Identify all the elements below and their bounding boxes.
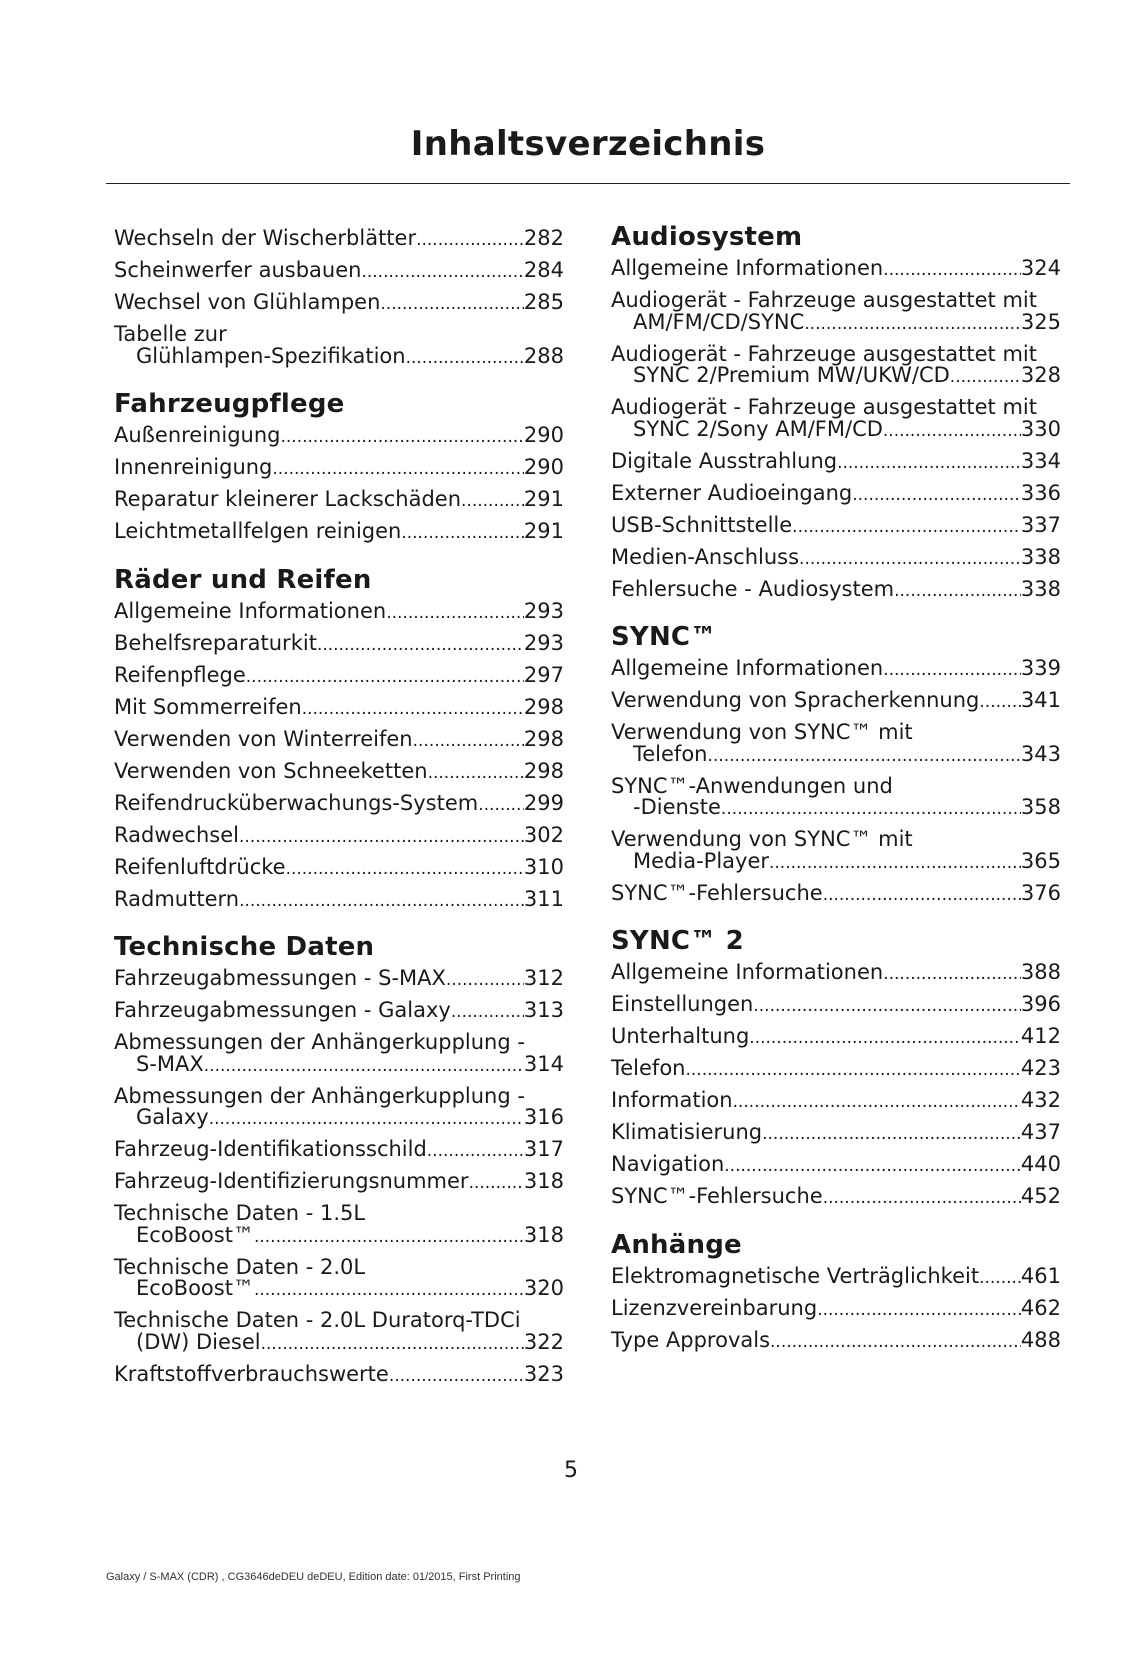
toc-entry-label: Reifendrucküberwachungs-System [114,790,479,815]
toc-entry-label: Radmuttern [114,886,240,911]
toc-entry[interactable] [611,1090,1061,1114]
toc-entry-label: Allgemeine Informationen [611,960,884,984]
toc-entry-label-continued: -Dienste [633,795,721,819]
toc-entry-label: Abmessungen der Anhängerkupplung - [114,1083,525,1108]
toc-right-column [611,220,1061,1371]
section-heading: Technische Daten [114,932,375,962]
dot-leader [883,260,1021,282]
toc-entry-page: 339 [1020,656,1061,680]
dot-leader [685,1060,1020,1082]
toc-section-sync [611,620,1061,906]
toc-entry-label: Digitale Ausstrahlung [611,448,838,473]
toc-entry-label: Abmessungen der Anhängerkupplung - [114,1030,525,1054]
toc-entry-label-continued: EcoBoost™ [136,1222,254,1247]
toc-entry-page: 341 [1020,688,1061,712]
toc-entry-page: 336 [1020,480,1061,505]
toc-entry-page: 316 [523,1105,564,1129]
dot-leader [770,1332,1021,1354]
toc-entry[interactable] [611,1058,1061,1082]
toc-entry-label-continued: Glühlampen-Spezifikation [136,343,406,368]
toc-entry-page: 437 [1020,1120,1061,1144]
toc-entry-page: 318 [523,1169,564,1193]
toc-entry-label: Elektromagnetische Verträglichkeit [611,1263,980,1288]
dot-leader [389,1366,524,1388]
toc-entry-label-continued: SYNC 2/Premium MW/UKW/CD [633,363,950,387]
toc-entry-page: 462 [1020,1295,1061,1320]
toc-entry[interactable] [611,258,1061,282]
toc-entry[interactable] [611,994,1061,1018]
dot-leader [721,799,1021,821]
toc-entry-label: Navigation [611,1152,725,1176]
toc-entry-label: USB-Schnittstelle [611,512,793,537]
toc-entry-label: Telefon [611,1056,686,1080]
toc-entry-label: Externer Audioeingang [611,480,853,505]
toc-entry[interactable] [114,1000,564,1024]
dot-leader [883,964,1021,986]
dot-leader [254,1227,524,1249]
toc-entry-page: 290 [523,423,564,447]
toc-entry[interactable] [114,228,564,252]
toc-entry-page: 322 [523,1329,564,1354]
toc-entry[interactable] [611,1327,1061,1354]
toc-entry-label: Wechseln der Wischerblätter [114,226,417,250]
dot-leader [427,1141,524,1163]
toc-entry-label: Fahrzeug-Identifikationsschild [114,1137,427,1161]
dot-leader [478,795,524,817]
dot-leader [239,827,524,849]
toc-entry-page: 298 [523,694,564,719]
toc-entry[interactable] [114,457,564,481]
toc-entry-label: Fahrzeug-Identifizierungsnummer [114,1169,469,1193]
dot-leader [386,603,524,625]
dot-leader [799,549,1021,571]
toc-entry-page: 291 [523,519,564,543]
toc-section-technische-daten [114,930,564,1387]
toc-entry-page: 302 [523,822,564,847]
toc-entry-label: Verwenden von Winterreifen [114,726,413,751]
toc-entry-label-continued: EcoBoost™ [136,1276,254,1300]
toc-entry[interactable] [611,544,1061,571]
dot-leader [272,459,524,481]
dot-leader [762,1124,1021,1146]
dot-leader [852,485,1021,507]
toc-entry[interactable] [611,690,1061,714]
dot-leader [979,692,1021,714]
toc-entry-page: 293 [523,630,564,655]
toc-entry-label-continued: (DW) Diesel [136,1329,261,1354]
toc-entry[interactable] [611,1154,1061,1178]
toc-entry-page: 388 [1020,960,1061,984]
toc-entry[interactable] [114,425,564,449]
dot-leader [280,427,523,449]
toc-entry[interactable] [611,448,1061,475]
toc-left-column [114,220,564,1405]
toc-entry-page: 285 [523,290,564,314]
toc-entry-label: Wechsel von Glühlampen [114,290,381,314]
toc-entry-label: Allgemeine Informationen [611,256,884,280]
dot-leader [724,1156,1021,1178]
section-heading: SYNC™ [611,622,717,652]
toc-section-r-der-und-reifen [114,563,564,913]
toc-entry-label-continued: Telefon [633,741,708,766]
toc-entry-page: 318 [523,1222,564,1247]
dot-leader [401,523,524,545]
toc-entry-page: 282 [523,226,564,250]
dot-leader [413,731,524,753]
dot-leader [254,1280,524,1302]
toc-entry[interactable] [114,1203,564,1248]
toc-entry-page: 323 [523,1361,564,1386]
dot-leader [804,314,1021,336]
toc-entry[interactable] [611,1186,1061,1210]
toc-entry-page: 461 [1020,1263,1061,1288]
toc-entry[interactable] [114,968,564,992]
toc-entry-page: 317 [523,1137,564,1161]
toc-entry[interactable] [114,630,564,657]
dot-leader [792,517,1021,539]
toc-entry[interactable] [114,1083,564,1131]
toc-entry-label: Medien-Anschluss [611,544,800,569]
toc-entry[interactable] [611,1026,1061,1050]
toc-entry-page: 313 [523,998,564,1022]
toc-entry-label: Reifenluftdrücke [114,854,286,879]
toc-entry[interactable] [611,829,1061,874]
toc-entry[interactable] [611,341,1061,389]
toc-entry-label: Lizenzvereinbarung [611,1295,818,1320]
toc-entry-label: Audiogerät - Fahrzeuge ausgestattet mit [611,395,1037,419]
toc-entry[interactable] [611,722,1061,767]
toc-entry[interactable] [611,397,1061,442]
dot-leader [837,453,1021,475]
section-heading: Räder und Reifen [114,564,372,595]
dot-leader [979,1268,1021,1290]
toc-section-audiosystem [611,220,1061,602]
toc-entry-label: Außenreinigung [114,423,281,447]
toc-entry-label: Kraftstoffverbrauchswerte [114,1361,389,1386]
toc-entry-page: 288 [523,343,564,368]
toc-entry-page: 311 [523,886,564,911]
toc-entry-label: Verwendung von Spracherkennung [611,688,980,712]
toc-entry-page: 330 [1020,416,1061,441]
toc-entry[interactable] [611,658,1061,682]
toc-entry-page: 310 [523,854,564,879]
toc-entry[interactable] [114,260,564,284]
toc-entry[interactable] [114,324,564,369]
toc-section-fahrzeugpflege [114,387,564,545]
dot-leader [416,230,524,252]
toc-entry-page: 488 [1020,1327,1061,1352]
dot-leader [753,996,1021,1018]
toc-entry-label: Klimatisierung [611,1120,763,1144]
toc-entry-page: 314 [523,1051,564,1076]
toc-entry[interactable] [114,790,564,817]
footer-edition-note: Galaxy / S-MAX (CDR) , CG3646deDEU deDEU, Edition date: 01/2015, First Printing [106,1571,521,1583]
toc-entry-page: 328 [1020,363,1061,387]
dot-leader [769,853,1021,875]
toc-entry-label-continued: S-MAX [136,1051,204,1076]
page-number: 5 [564,1458,578,1483]
toc-entry[interactable] [114,1032,564,1077]
toc-entry-label: Mit Sommerreifen [114,694,302,719]
toc-entry-page: 284 [523,258,564,282]
toc-entry-page: 432 [1020,1088,1061,1112]
dot-leader [380,294,524,316]
toc-entry-page: 298 [523,726,564,751]
toc-entry-label: Radwechsel [114,822,239,847]
toc-entry[interactable] [611,480,1061,507]
toc-entry-label-continued: Galaxy [136,1105,209,1129]
dot-leader [246,667,524,689]
dot-leader [749,1028,1021,1050]
toc-entry-page: 290 [523,455,564,479]
dot-leader [302,699,524,721]
toc-entry[interactable] [114,1254,564,1302]
toc-entry-label: SYNC™-Fehlersuche [611,1184,823,1208]
toc-entry-page: 298 [523,758,564,783]
toc-entry[interactable] [611,880,1061,907]
toc-entry[interactable] [114,1310,564,1355]
dot-leader [286,859,524,881]
toc-entry-label-continued: Media-Player [633,848,769,873]
toc-entry-page: 365 [1020,848,1061,873]
toc-entry[interactable] [114,822,564,849]
toc-entry-label: Verwenden von Schneeketten [114,758,428,783]
toc-entry-label: Innenreinigung [114,455,273,479]
toc-entry-page: 334 [1020,448,1061,473]
toc-entry-page: 320 [523,1276,564,1300]
toc-entry-label: Audiogerät - Fahrzeuge ausgestattet mit [611,341,1037,366]
toc-entry-label: Information [611,1088,733,1112]
toc-entry-page: 293 [523,598,564,623]
toc-entry-label: Tabelle zur [114,322,227,346]
toc-entry-label: Scheinwerfer ausbauen [114,258,362,282]
toc-entry-label: Leichtmetallfelgen reinigen [114,519,402,543]
section-heading: Audiosystem [611,222,803,252]
toc-entry-label: Technische Daten - 2.0L [114,1254,366,1279]
toc-entry-page: 338 [1020,576,1061,601]
toc-entry-label: SYNC™-Anwendungen und [611,773,893,798]
title-divider [106,183,1070,184]
toc-entry[interactable] [114,489,564,513]
toc-entry-page: 299 [523,790,564,815]
toc-entry-label: Behelfsreparaturkit [114,630,317,655]
toc-entry[interactable] [114,886,564,913]
toc-entry-page: 343 [1020,741,1061,766]
dot-leader [883,660,1021,682]
toc-entry-page: 412 [1020,1024,1061,1048]
toc-entry-page: 324 [1020,256,1061,280]
toc-entry-label: Unterhaltung [611,1024,750,1048]
toc-entry[interactable] [611,962,1061,986]
dot-leader [239,891,524,913]
toc-entry-label: Fahrzeugabmessungen - S-MAX [114,966,446,990]
toc-section-sync-2 [611,924,1061,1210]
toc-entry-page: 440 [1020,1152,1061,1176]
toc-section-continued [114,228,564,369]
dot-leader [428,763,524,785]
toc-entry-page: 297 [523,662,564,687]
toc-entry-label: Allgemeine Informationen [114,598,387,623]
toc-entry[interactable] [114,726,564,753]
dot-leader [361,262,523,284]
toc-entry[interactable] [114,854,564,881]
dot-leader [261,1334,524,1356]
toc-entry[interactable] [114,292,564,316]
toc-entry-label: Allgemeine Informationen [611,656,884,680]
toc-entry[interactable] [611,290,1061,335]
toc-entry-page: 396 [1020,992,1061,1016]
dot-leader [451,1002,524,1024]
toc-entry-page: 376 [1020,880,1061,905]
page-title: Inhaltsverzeichnis [410,124,766,164]
toc-entry[interactable] [114,1171,564,1195]
section-heading: SYNC™ 2 [611,926,744,956]
toc-entry[interactable] [611,1295,1061,1322]
toc-entry[interactable] [114,1139,564,1163]
dot-leader [469,1173,524,1195]
toc-entry-page: 325 [1020,309,1061,334]
dot-leader [204,1056,524,1078]
toc-entry[interactable] [114,1361,564,1388]
dot-leader [894,581,1021,603]
toc-entry[interactable] [611,1122,1061,1146]
toc-entry[interactable] [611,512,1061,539]
dot-leader [950,367,1021,389]
toc-entry-label: SYNC™-Fehlersuche [611,880,823,905]
dot-leader [209,1109,524,1131]
dot-leader [461,491,524,513]
toc-entry-label: Reparatur kleinerer Lackschäden [114,487,462,511]
dot-leader [883,421,1021,443]
toc-entry-label: Fahrzeugabmessungen - Galaxy [114,998,451,1022]
toc-entry-page: 337 [1020,512,1061,537]
toc-entry-label-continued: SYNC 2/Sony AM/FM/CD [633,416,883,441]
toc-entry[interactable] [611,1263,1061,1290]
toc-entry-label: Einstellungen [611,992,754,1016]
toc-entry-label: Technische Daten - 1.5L [114,1201,366,1225]
toc-entry-label: Reifenpflege [114,662,246,687]
toc-entry-label-continued: AM/FM/CD/SYNC [633,309,805,334]
toc-entry-page: 358 [1020,795,1061,819]
dot-leader [733,1092,1021,1114]
section-heading: Fahrzeugpflege [114,389,345,419]
toc-entry[interactable] [611,773,1061,821]
toc-entry-label: Verwendung von SYNC™ mit [611,827,913,851]
toc-entry[interactable] [114,758,564,785]
toc-entry[interactable] [114,694,564,721]
dot-leader [406,348,524,370]
section-heading: Anhänge [611,1229,742,1260]
toc-entry[interactable] [114,521,564,545]
toc-entry-page: 291 [523,487,564,511]
dot-leader [823,1188,1021,1210]
dot-leader [317,635,524,657]
dot-leader [817,1300,1021,1322]
toc-entry-label: Type Approvals [611,1327,771,1352]
toc-entry-label: Fehlersuche - Audiosystem [611,576,895,601]
dot-leader [707,746,1020,768]
toc-section-anh-nge [611,1228,1061,1354]
toc-entry-page: 423 [1020,1056,1061,1080]
toc-entry-label: Audiogerät - Fahrzeuge ausgestattet mit [611,288,1037,312]
toc-entry-label: Verwendung von SYNC™ mit [611,720,913,744]
toc-entry-page: 452 [1020,1184,1061,1208]
toc-entry[interactable] [611,576,1061,603]
toc-entry-label: Technische Daten - 2.0L Duratorq-TDCi [114,1308,521,1332]
toc-entry[interactable] [114,662,564,689]
toc-entry-page: 312 [523,966,564,990]
toc-entry[interactable] [114,598,564,625]
dot-leader [823,885,1021,907]
toc-entry-page: 338 [1020,544,1061,569]
dot-leader [446,970,524,992]
